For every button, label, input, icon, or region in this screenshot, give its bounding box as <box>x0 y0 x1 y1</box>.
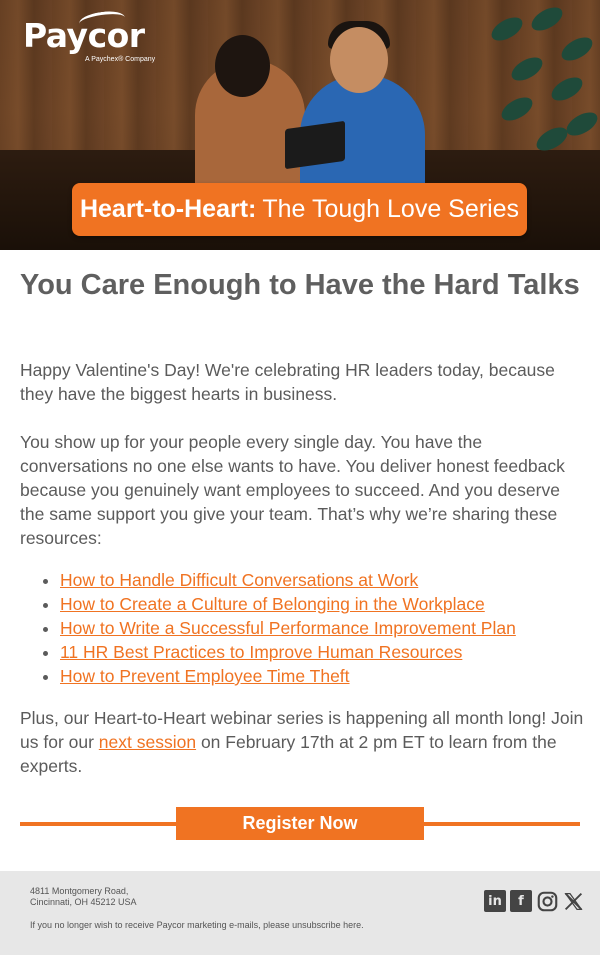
footer <box>0 871 600 955</box>
next-session-link[interactable]: next session <box>98 732 197 752</box>
address-line-1: 4811 Montgomery Road, <box>30 886 129 896</box>
list-item <box>60 568 580 592</box>
resource-link-time-theft[interactable]: How to Prevent Employee Time Theft <box>60 666 350 686</box>
logo-wordmark: Paycor <box>23 16 145 55</box>
banner-bold-text: Heart-to-Heart: <box>79 195 257 223</box>
series-banner <box>72 183 527 236</box>
address-line-2: Cincinnati, OH 45212 USA <box>30 897 137 907</box>
body-paragraph: You show up for your people every single day. You have the conversations no one else wants to have. You deliver honest feedback because you genuinely want employees to succeed. And you deserve the same support you give your team. That’s why we’re sharing these resources: <box>20 432 565 548</box>
register-now-button[interactable]: Register Now <box>176 807 424 840</box>
plant-decor <box>480 0 600 160</box>
resource-link-culture-belonging[interactable]: How to Create a Culture of Belonging in the Workplace <box>60 594 485 614</box>
list-item <box>60 664 580 688</box>
paycor-logo[interactable] <box>23 16 156 63</box>
resource-links-list <box>20 568 580 688</box>
webinar-text-start: Plus, our Heart-to-Heart webinar series is happening all month long! Join us for our <box>20 708 584 752</box>
facebook-icon[interactable]: f <box>510 890 532 912</box>
webinar-text-end: on February 17th at 2 pm ET to learn from the experts. <box>20 732 557 776</box>
intro-paragraph: Happy Valentine's Day! We're celebrating HR leaders today, because they have the biggest hearts in business. <box>20 360 555 404</box>
logo-tagline: A Paychex® Company <box>85 56 156 63</box>
list-item <box>60 640 580 664</box>
unsubscribe-text[interactable]: If you no longer wish to receive Paycor marketing e-mails, please unsubscribe here. <box>30 920 364 930</box>
company-address <box>30 886 137 908</box>
banner-text: The Tough Love Series <box>262 195 520 223</box>
linkedin-icon[interactable]: in <box>484 890 506 912</box>
instagram-icon[interactable] <box>536 890 558 912</box>
list-item <box>60 592 580 616</box>
webinar-paragraph <box>20 706 585 778</box>
social-links <box>484 890 584 912</box>
headline: You Care Enough to Have the Hard Talks <box>20 269 580 301</box>
resource-link-difficult-conversations[interactable]: How to Handle Difficult Conversations at Work <box>60 570 419 590</box>
laptop <box>285 121 345 169</box>
resource-link-hr-best-practices[interactable]: 11 HR Best Practices to Improve Human Resources <box>60 642 463 662</box>
list-item <box>60 616 580 640</box>
x-icon[interactable] <box>562 890 584 912</box>
resource-link-performance-plan[interactable]: How to Write a Successful Performance Improvement Plan <box>60 618 516 638</box>
hero-image <box>0 0 600 250</box>
